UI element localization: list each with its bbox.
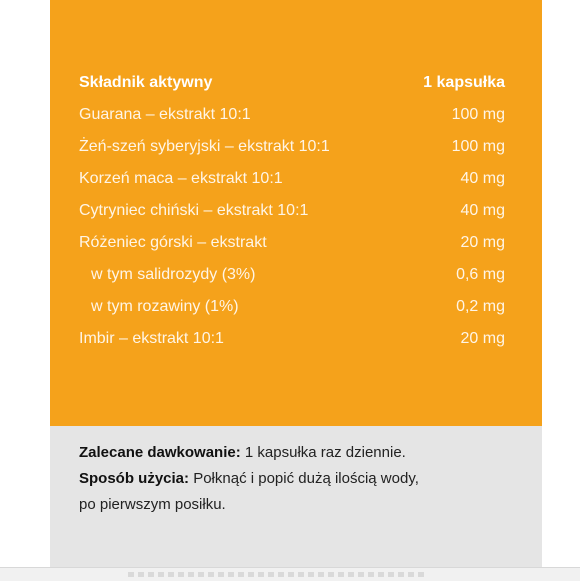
ingredient-amount: 20 mg [460, 234, 505, 251]
ingredient-name: Cytryniec chiński – ekstrakt 10:1 [79, 202, 309, 219]
ingredients-table [79, 72, 505, 360]
ingredient-amount: 100 mg [451, 106, 505, 123]
dosage-line [79, 440, 519, 466]
ingredient-amount: 0,6 mg [456, 266, 505, 283]
ingredient-name: w tym salidrozydy (3%) [91, 266, 256, 283]
cropped-text-decoration [128, 572, 428, 577]
table-row [79, 136, 505, 168]
ingredient-amount: 100 mg [451, 138, 505, 155]
usage-line [79, 466, 519, 492]
bottom-strip [0, 567, 580, 581]
ingredient-amount: 0,2 mg [456, 298, 505, 315]
dosage-text: 1 kapsułka raz dziennie. [240, 444, 406, 461]
column-header-amount: 1 kapsułka [423, 74, 505, 91]
table-row [79, 168, 505, 200]
table-row [79, 104, 505, 136]
table-row-sub [79, 264, 505, 296]
ingredient-amount: 40 mg [460, 202, 505, 219]
ingredient-name: w tym rozawiny (1%) [91, 298, 239, 315]
column-header-ingredient: Składnik aktywny [79, 74, 213, 91]
usage-line-2: po pierwszym posiłku. [79, 496, 226, 513]
ingredient-name: Żeń-szeń syberyjski – ekstrakt 10:1 [79, 138, 330, 155]
ingredient-amount: 20 mg [460, 330, 505, 347]
table-header [79, 72, 505, 104]
dosage-label: Zalecane dawkowanie: [79, 444, 241, 461]
ingredient-name: Różeniec górski – ekstrakt [79, 234, 267, 251]
usage-label: Sposób użycia: [79, 470, 190, 487]
ingredient-name: Guarana – ekstrakt 10:1 [79, 106, 251, 123]
usage-text: Połknąć i popić dużą ilością wody, [189, 470, 419, 487]
ingredient-name: Imbir – ekstrakt 10:1 [79, 330, 224, 347]
table-row [79, 232, 505, 264]
table-row [79, 328, 505, 360]
supplement-facts-panel [50, 0, 542, 567]
usage-notes [79, 440, 519, 518]
ingredient-name: Korzeń maca – ekstrakt 10:1 [79, 170, 283, 187]
ingredient-amount: 40 mg [460, 170, 505, 187]
table-row [79, 200, 505, 232]
table-row-sub [79, 296, 505, 328]
